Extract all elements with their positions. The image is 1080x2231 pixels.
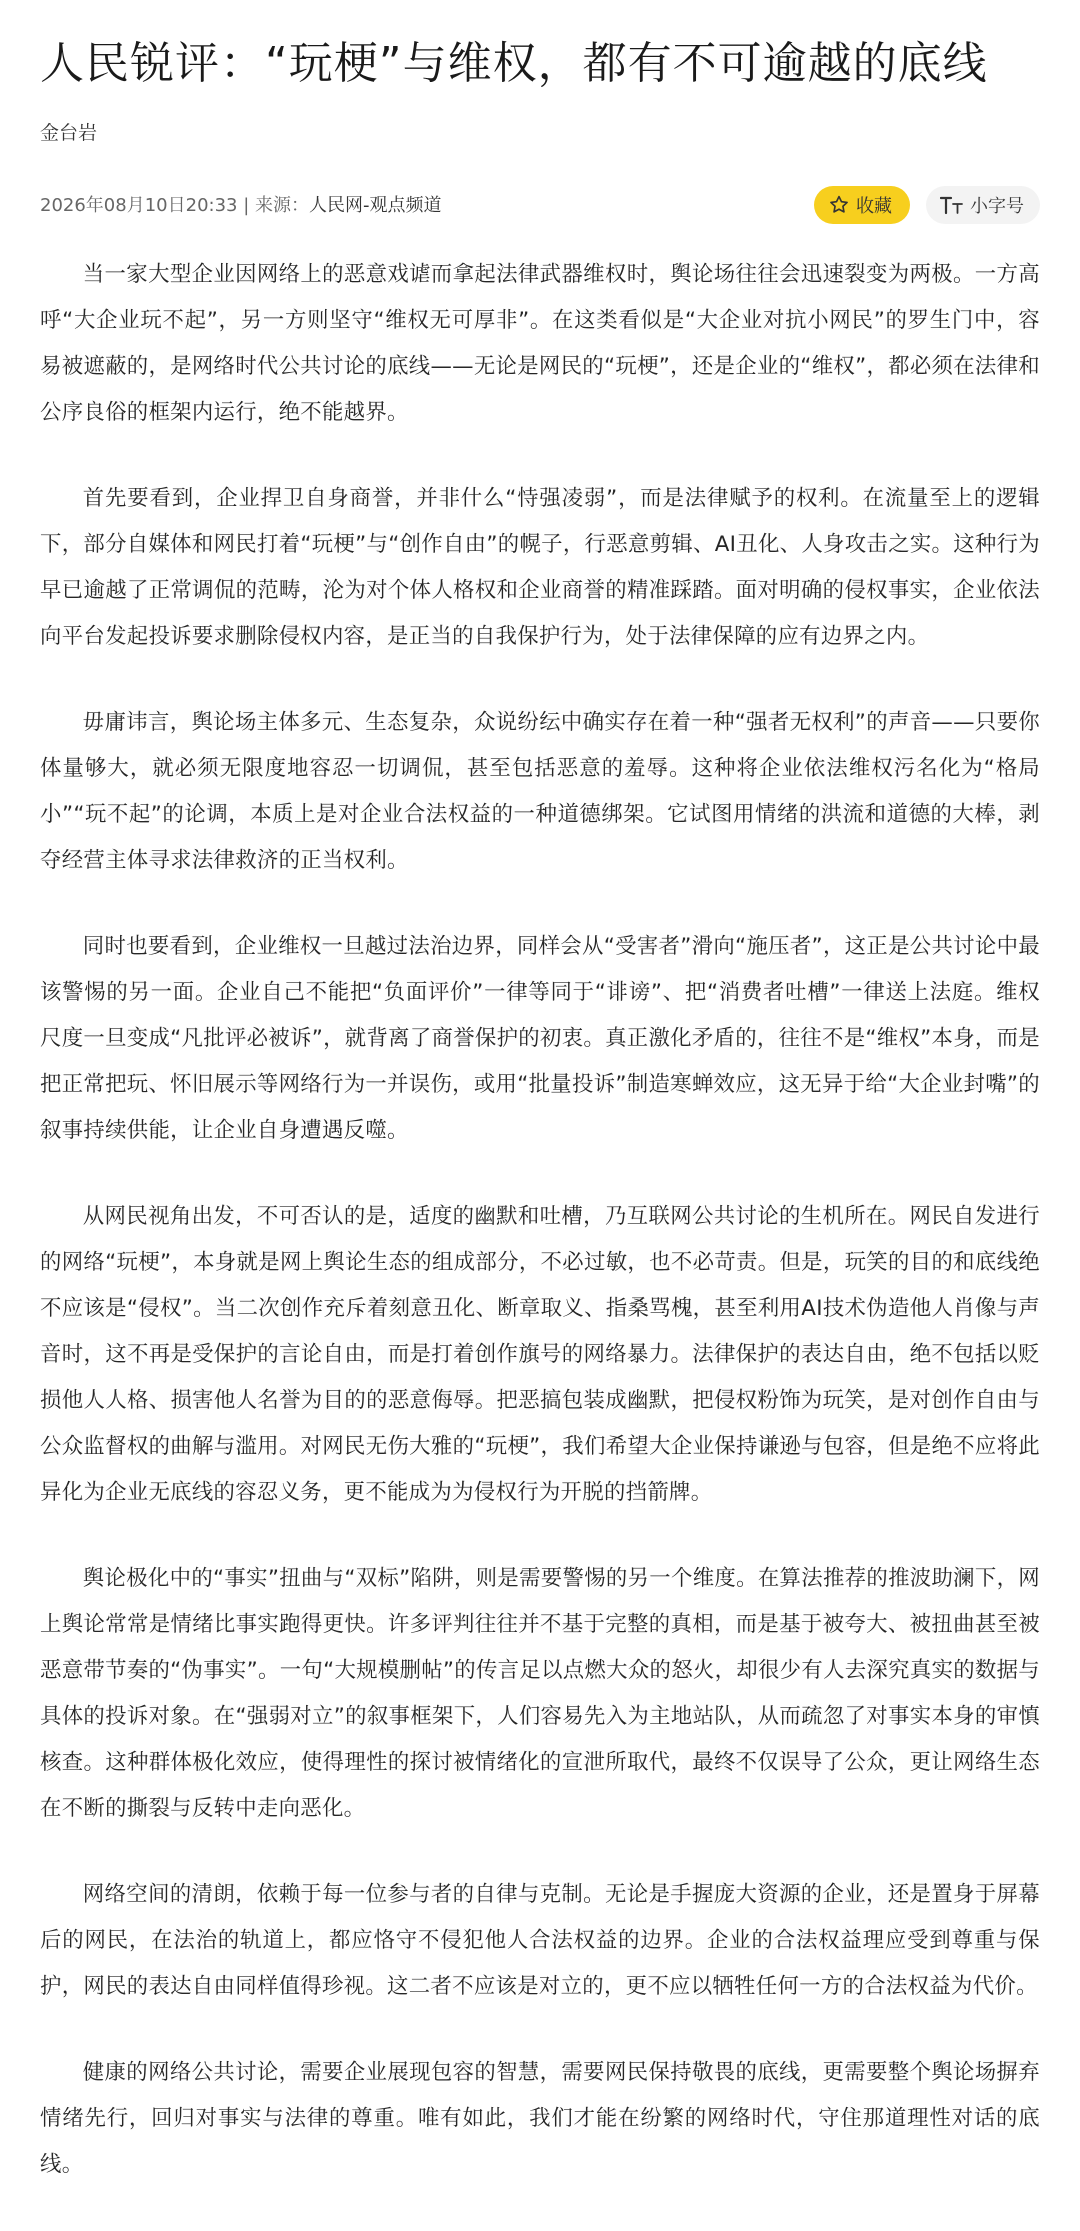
text-size-icon bbox=[940, 195, 964, 215]
publish-datetime: 2026年08月10日20:33 bbox=[40, 195, 238, 216]
article-paragraph: 同时也要看到，企业维权一旦越过法治边界，同样会从“受害者”滑向“施压者”，这正是公共讨论中最该警惕的另一面。企业自己不能把“负面评价”一律等同于“诽谤”、把“消费者吐槽”一律送上法庭。维权尺度一旦变成“凡批评必被诉”，就背离了商誉保护的初衷。真正激化矛盾的，往往不是“维权”本身，而是把正常把玩、怀旧展示等网络行为一并误伤，或用“批量投诉”制造寒蝉效应，这无异于给“大企业封嘴”的叙事持续供能，让企业自身遭遇反噬。 bbox=[40, 934, 1040, 1143]
favorite-button[interactable] bbox=[814, 186, 910, 224]
article-paragraph: 当一家大型企业因网络上的恶意戏谑而拿起法律武器维权时，舆论场往往会迅速裂变为两极。一方高呼“大企业玩不起”，另一方则坚守“维权无可厚非”。在这类看似是“大企业对抗小网民”的罗生门中，容易被遮蔽的，是网络时代公共讨论的底线——无论是网民的“玩梗”，还是企业的“维权”，都必须在法律和公序良俗的框架内运行，绝不能越界。 bbox=[40, 262, 1040, 425]
article-paragraph: 从网民视角出发，不可否认的是，适度的幽默和吐槽，乃互联网公共讨论的生机所在。网民自发进行的网络“玩梗”，本身就是网上舆论生态的组成部分，不必过敏，也不必苛责。但是，玩笑的目的和底线绝不应该是“侵权”。当二次创作充斥着刻意丑化、断章取义、指桑骂槐，甚至利用AI技术伪造他人肖像与声音时，这不再是受保护的言论自由，而是打着创作旗号的网络暴力。法律保护的表达自由，绝不包括以贬损他人人格、损害他人名誉为目的的恶意侮辱。把恶搞包装成幽默，把侵权粉饰为玩笑，是对创作自由与公众监督权的曲解与滥用。对网民无伤大雅的“玩梗”，我们希望大企业保持谦逊与包容，但是绝不应将此异化为企业无底线的容忍义务，更不能成为为侵权行为开脱的挡箭牌。 bbox=[40, 1204, 1040, 1505]
meta-text bbox=[40, 193, 442, 219]
article-paragraph: 毋庸讳言，舆论场主体多元、生态复杂，众说纷纭中确实存在着一种“强者无权利”的声音——只要你体量够大，就必须无限度地容忍一切调侃，甚至包括恶意的羞辱。这种将企业依法维权污名化为“格局小”“玩不起”的论调，本质上是对企业合法权益的一种道德绑架。它试图用情绪的洪流和道德的大棒，剥夺经营主体寻求法律救济的正当权利。 bbox=[40, 710, 1040, 873]
source-label: 来源： bbox=[255, 195, 310, 216]
article-author: 金台岩 bbox=[40, 122, 98, 144]
article-paragraph: 首先要看到，企业捍卫自身商誉，并非什么“恃强凌弱”，而是法律赋予的权利。在流量至上的逻辑下，部分自媒体和网民打着“玩梗”与“创作自由”的幌子，行恶意剪辑、AI丑化、人身攻击之实。这种行为早已逾越了正常调侃的范畴，沦为对个体人格权和企业商誉的精准踩踏。面对明确的侵权事实，企业依法向平台发起投诉要求删除侵权内容，是正当的自我保护行为，处于法律保障的应有边界之内。 bbox=[40, 486, 1040, 649]
article-title: 人民锐评：“玩梗”与维权，都有不可逾越的底线 bbox=[40, 38, 988, 89]
article-body bbox=[40, 252, 1040, 2188]
article-meta bbox=[40, 186, 1040, 226]
font-size-label: 小字号 bbox=[970, 196, 1024, 217]
font-size-button[interactable] bbox=[926, 186, 1040, 224]
article-paragraph: 健康的网络公共讨论，需要企业展现包容的智慧，需要网民保持敬畏的底线，更需要整个舆论场摒弃情绪先行，回归对事实与法律的尊重。唯有如此，我们才能在纷繁的网络时代，守住那道理性对话的底线。 bbox=[40, 2060, 1040, 2177]
article-paragraph: 舆论极化中的“事实”扭曲与“双标”陷阱，则是需要警惕的另一个维度。在算法推荐的推波助澜下，网上舆论常常是情绪比事实跑得更快。许多评判往往并不基于完整的真相，而是基于被夸大、被扭曲甚至被恶意带节奏的“伪事实”。一句“大规模删帖”的传言足以点燃大众的怒火，却很少有人去深究真实的数据与具体的投诉对象。在“强弱对立”的叙事框架下，人们容易先入为主地站队，从而疏忽了对事实本身的审慎核查。这种群体极化效应，使得理性的探讨被情绪化的宣泄所取代，最终不仅误导了公众，更让网络生态在不断的撕裂与反转中走向恶化。 bbox=[40, 1566, 1040, 1821]
meta-separator: | bbox=[237, 195, 256, 216]
favorite-label: 收藏 bbox=[856, 196, 892, 217]
star-icon bbox=[828, 194, 850, 216]
article-paragraph: 网络空间的清朗，依赖于每一位参与者的自律与克制。无论是手握庞大资源的企业，还是置身于屏幕后的网民，在法治的轨道上，都应恪守不侵犯他人合法权益的边界。企业的合法权益理应受到尊重与保护，网民的表达自由同样值得珍视。这二者不应该是对立的，更不应以牺牲任何一方的合法权益为代价。 bbox=[40, 1882, 1040, 1999]
article-actions bbox=[814, 186, 1040, 224]
source-name[interactable]: 人民网-观点频道 bbox=[309, 195, 442, 216]
